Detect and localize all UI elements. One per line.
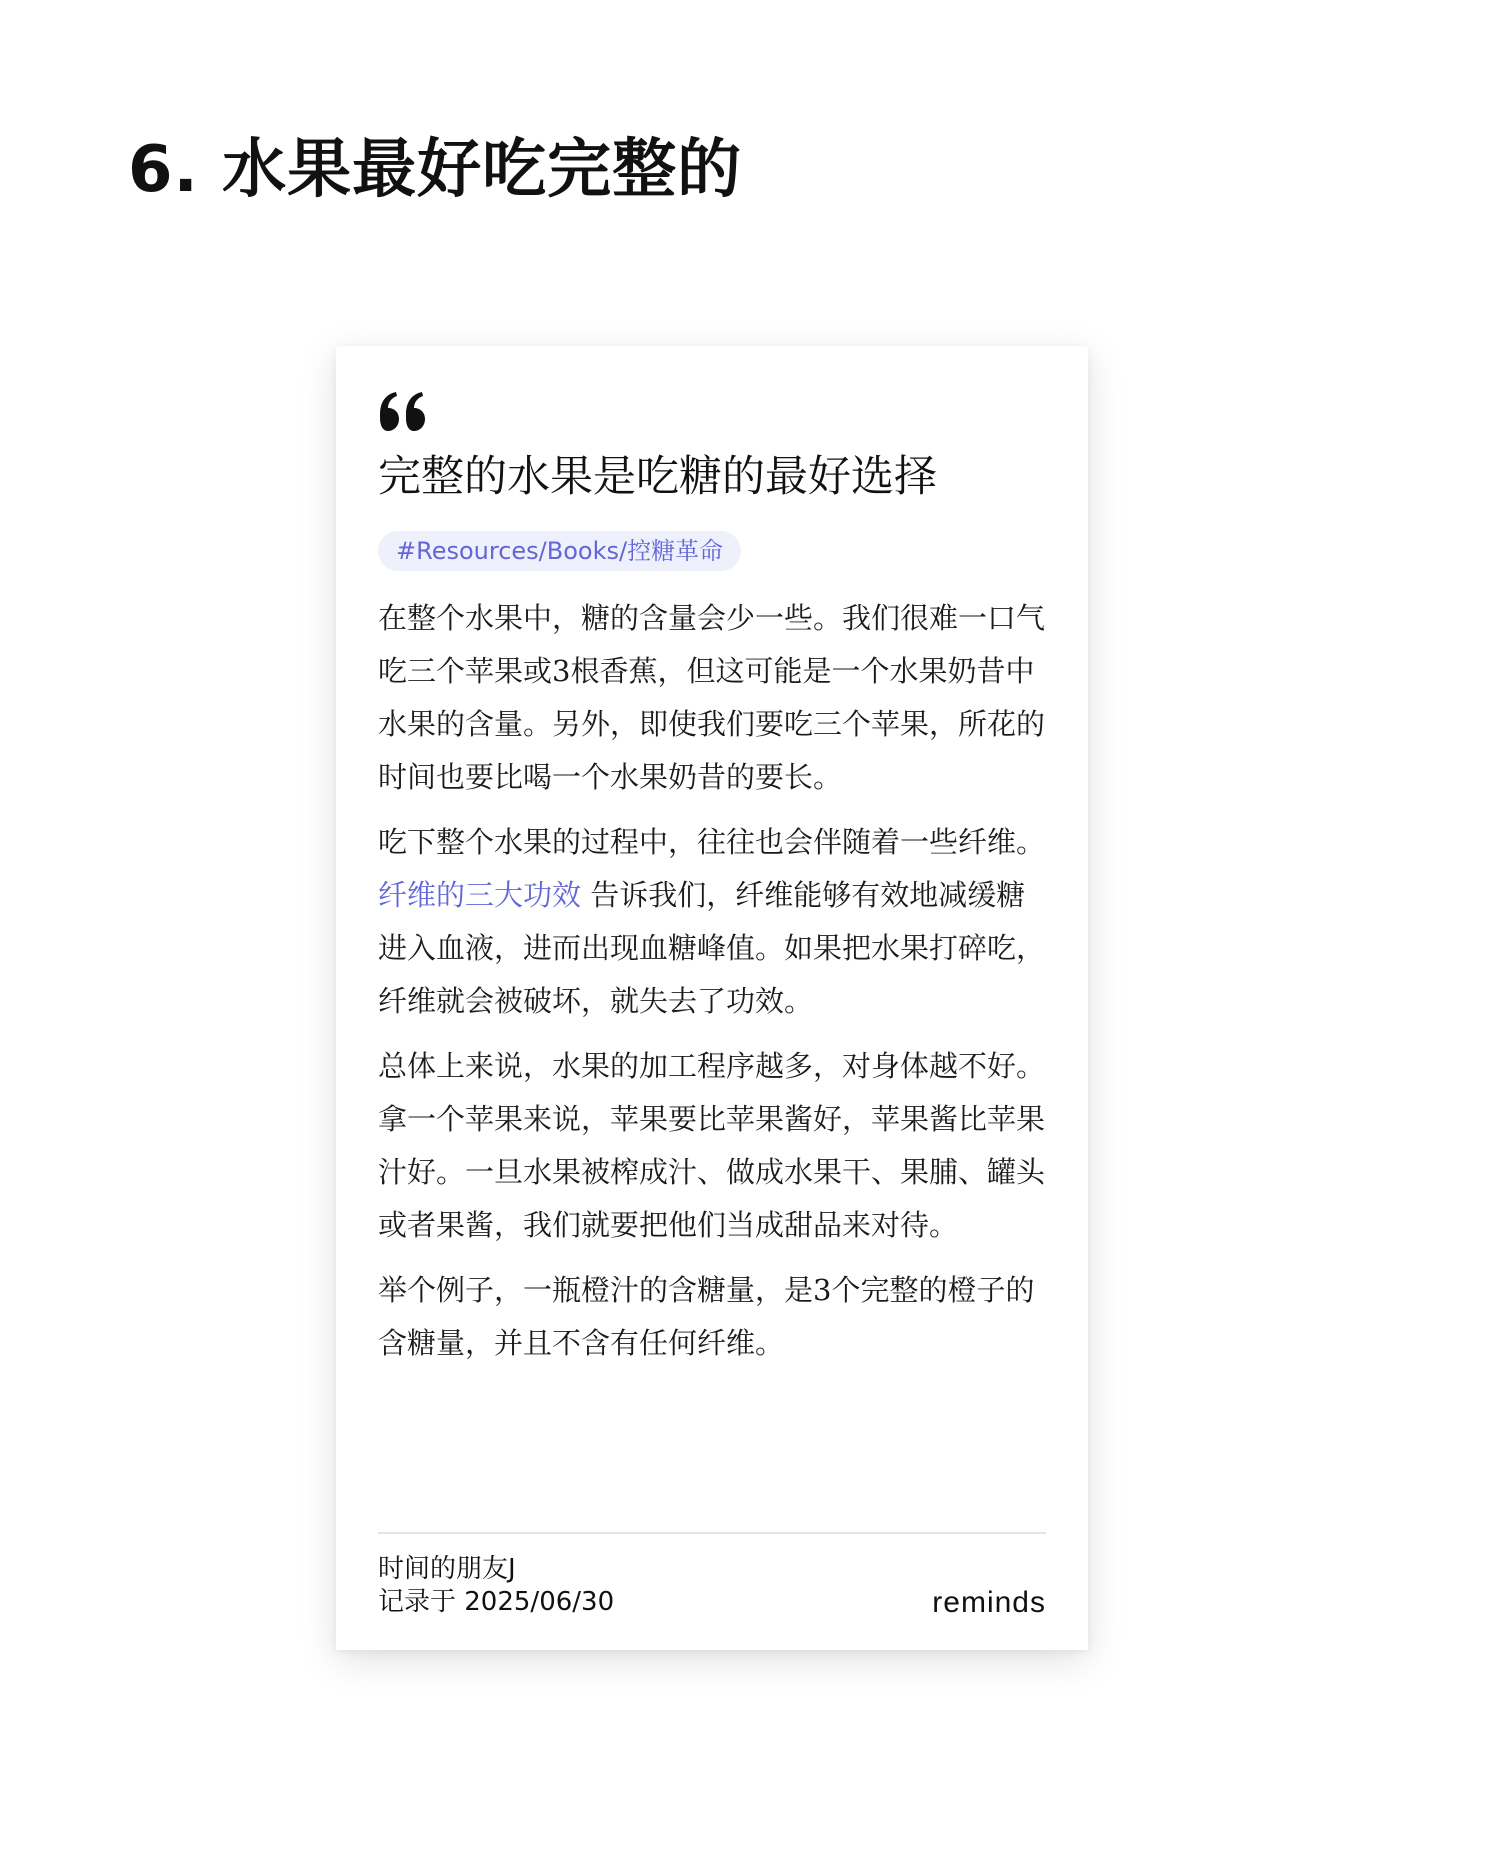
brand-logo: reminds	[932, 1586, 1046, 1619]
paragraph: 在整个水果中，糖的含量会少一些。我们很难一口气吃三个苹果或3根香蕉，但这可能是一个水果奶昔中水果的含量。另外，即使我们要吃三个苹果，所花的时间也要比喝一个水果奶昔的要长。	[378, 601, 1046, 794]
page-title: 6. 水果最好吃完整的	[128, 133, 743, 207]
card-title: 完整的水果是吃糖的最好选择	[378, 452, 937, 502]
quote-mark-icon	[378, 390, 428, 432]
paragraph-text: 告诉我们，纤维能够有效地减缓糖进入血液，进而出现血糖峰值。如果把水果打碎吃，纤维就会被破坏，就失去了功效。	[378, 878, 1046, 1018]
recorded-date: 记录于 2025/06/30	[378, 1587, 615, 1617]
tag-chip[interactable]: #Resources/Books/控糖革命	[378, 531, 741, 571]
card-body	[378, 592, 1050, 1382]
paragraph-text: 吃下整个水果的过程中，往往也会伴随着一些纤维。	[378, 825, 1046, 859]
fiber-benefits-link[interactable]: 纤维的三大功效	[378, 878, 582, 912]
paragraph: 举个例子，一瓶橙汁的含糖量，是3个完整的橙子的含糖量，并且不含有任何纤维。	[378, 1273, 1035, 1360]
paragraph: 总体上来说，水果的加工程序越多，对身体越不好。拿一个苹果来说，苹果要比苹果酱好，苹果酱比苹果汁好。一旦水果被榨成汁、做成水果干、果脯、罐头或者果酱，我们就要把他们当成甜品来对待。	[378, 1049, 1046, 1242]
author-name: 时间的朋友J	[378, 1554, 516, 1584]
paragraph	[378, 816, 1050, 1028]
footer-divider	[378, 1532, 1046, 1534]
quote-card	[336, 346, 1088, 1650]
